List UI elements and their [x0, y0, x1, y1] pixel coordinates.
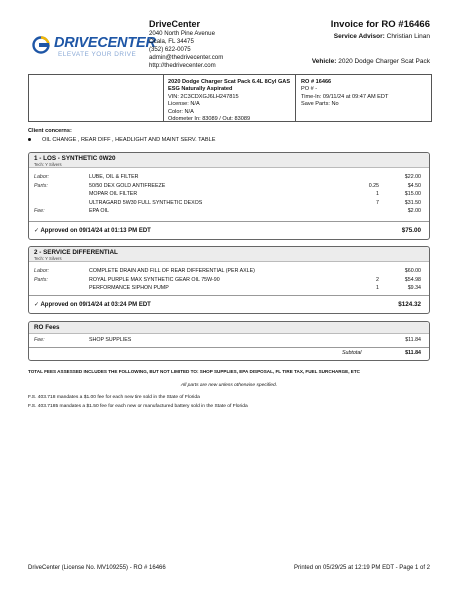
- table-row: [29, 190, 429, 199]
- bullet-icon: [28, 138, 31, 141]
- row-amount: $11.84: [405, 337, 421, 343]
- battery-fee-note: F.S. 403.7185 mandates a $1.50 fee for each new or manufactured battery sold in the State of Florida: [28, 404, 248, 409]
- notes: [28, 369, 430, 410]
- table-row: [29, 276, 429, 285]
- concern-text: OIL CHANGE , REAR DIFF , HEADLIGHT AND MAINT SERV. TABLE: [42, 137, 216, 143]
- row-desc: ULTRAGARD 5W30 FULL SYNTHETIC DEXOS: [89, 199, 203, 206]
- advisor-label: Service Advisor:: [333, 33, 385, 40]
- job-footer: [29, 221, 429, 239]
- fees-title: RO Fees: [34, 324, 60, 331]
- shop-email[interactable]: admin@thedrivecenter.com: [149, 54, 224, 61]
- shop-address-line-1: 2040 North Pine Avenue: [149, 30, 215, 37]
- parts-note: All parts are new unless otherwise specified.: [180, 383, 278, 388]
- row-desc: ROYAL PURPLE MAX SYNTHETIC GEAR OIL 75W-90: [89, 276, 220, 283]
- row-qty: 1: [376, 191, 379, 198]
- row-desc: COMPLETE DRAIN AND FILL OF REAR DIFFERENTIAL (PER AXLE): [89, 268, 255, 274]
- approval-status: ✓ Approved on 09/14/24 at 03:24 PM EDT: [34, 302, 151, 308]
- logo-mark-icon: [32, 36, 54, 54]
- vehicle-title: 2020 Dodge Charger Scat Pack 6.4L 8Cyl GAS ESG Naturally Aspirated: [168, 79, 291, 93]
- concern-item: [28, 137, 430, 143]
- tire-fee-note: F.S. 403.718 mandates a $1.00 fee for each new tire sold in the State of Florida: [28, 395, 200, 400]
- row-qty: 0.25: [368, 182, 379, 189]
- logo-text: DRIVECENTER: [54, 35, 156, 51]
- footer-printed: Printed on 05/29/25 at 12:19 PM EDT - Page 1 of 2: [294, 565, 430, 571]
- row-qty: 7: [376, 199, 379, 206]
- job-total: $124.32: [398, 301, 421, 308]
- table-row: [29, 182, 429, 191]
- row-amount: $60.00: [404, 268, 421, 274]
- client-concerns: [28, 128, 430, 143]
- row-label: Labor:: [34, 174, 50, 180]
- fees-header: [29, 322, 429, 334]
- info-blank-cell: [29, 75, 164, 121]
- shop-address-line-2: Ocala, FL 34475: [149, 38, 194, 45]
- license: License: N/A: [168, 101, 200, 108]
- row-label: Fee:: [34, 208, 45, 215]
- row-amount: $4.50: [407, 182, 421, 189]
- vehicle-name: 2020 Dodge Charger Scat Pack: [338, 58, 430, 65]
- invoice-title: Invoice for RO #16466: [330, 19, 430, 30]
- row-amount: $15.00: [404, 191, 421, 198]
- ro-number: RO # 16466: [301, 79, 332, 85]
- row-desc: 50/50 DEX GOLD ANTIFREEZE: [89, 182, 166, 189]
- row-amount: $31.50: [404, 199, 421, 206]
- advisor-name: Christian Linan: [386, 33, 430, 40]
- row-amount: $54.98: [404, 276, 421, 283]
- row-desc: PERFORMANCE SIPHON PUMP: [89, 285, 169, 292]
- row-label: Parts:: [34, 276, 48, 283]
- ro-details: [297, 75, 431, 121]
- row-amount: $2.00: [407, 208, 421, 215]
- row-desc: SHOP SUPPLIES: [89, 337, 132, 343]
- job-tech: Tech: Y Silvers: [34, 162, 62, 167]
- shop-name: DriveCenter: [149, 19, 201, 29]
- job-title: 1 - LOS - SYNTHETIC 0W20: [34, 155, 116, 162]
- odometer: Odometer In: 83089 / Out: 83089: [168, 116, 251, 123]
- color: Color: N/A: [168, 108, 194, 115]
- job-tech: Tech: Y Silvers: [34, 256, 62, 261]
- row-label: Labor:: [34, 268, 50, 274]
- invoice-header: [230, 19, 430, 40]
- row-desc: MOPAR OIL FILTER: [89, 191, 138, 198]
- row-label: Parts:: [34, 182, 48, 189]
- footer-license: DriveCenter (License No. MV109255) - RO # 16466: [28, 565, 166, 571]
- concerns-heading: Client concerns:: [28, 128, 72, 134]
- row-qty: 2: [376, 276, 379, 283]
- time-in: Time-In: 09/11/24 at 09:47 AM EDT: [301, 93, 389, 100]
- table-row: [29, 336, 429, 345]
- subtotal-row: [29, 347, 429, 359]
- row-qty: 1: [376, 285, 379, 292]
- row-label: Fee:: [34, 337, 45, 343]
- vehicle-info-box: [28, 74, 432, 122]
- ro-fees: [28, 321, 430, 361]
- logo-tagline: ELEVATE YOUR DRIVE: [58, 51, 137, 58]
- row-amount: $9.34: [407, 285, 421, 292]
- vehicle-details: [164, 75, 296, 121]
- fees-disclaimer: TOTAL FEES ASSESSED INCLUDES THE FOLLOWING, BUT NOT LIMITED TO: SHOP SUPPLIES, EPA DISPOSAL, FL TIRE TAX, FUEL SURCHARGE, ETC: [28, 369, 360, 374]
- approval-status: ✓ Approved on 09/14/24 at 01:13 PM EDT: [34, 228, 151, 234]
- job-1: [28, 152, 430, 240]
- job-header: [29, 153, 429, 168]
- row-desc: EPA OIL: [89, 208, 109, 215]
- table-row: [29, 199, 429, 208]
- job-2: [28, 246, 430, 314]
- table-row: [29, 207, 429, 216]
- job-title: 2 - SERVICE DIFFERENTIAL: [34, 249, 118, 256]
- subtotal-amount: $11.84: [405, 350, 421, 356]
- save-parts: Save Parts: No: [301, 101, 339, 108]
- vin: VIN: 2C3CDXGJ6LH247815: [168, 93, 239, 100]
- shop-website[interactable]: http://thedrivecenter.com: [149, 62, 216, 69]
- subtotal-label: Subtotal: [342, 350, 362, 356]
- po-number: PO # -: [301, 86, 318, 93]
- row-amount: $22.00: [404, 174, 421, 180]
- job-footer: [29, 295, 429, 313]
- vehicle-label: Vehicle:: [311, 58, 337, 65]
- shop-phone: (352) 622-0075: [149, 46, 191, 53]
- row-desc: LUBE, OIL & FILTER: [89, 174, 139, 180]
- table-row: [29, 267, 429, 276]
- company-logo: [32, 35, 156, 62]
- job-header: [29, 247, 429, 262]
- service-advisor: [230, 33, 430, 40]
- table-row: [29, 284, 429, 293]
- table-row: [29, 173, 429, 182]
- job-total: $75.00: [401, 227, 421, 234]
- vehicle-line: [312, 58, 430, 65]
